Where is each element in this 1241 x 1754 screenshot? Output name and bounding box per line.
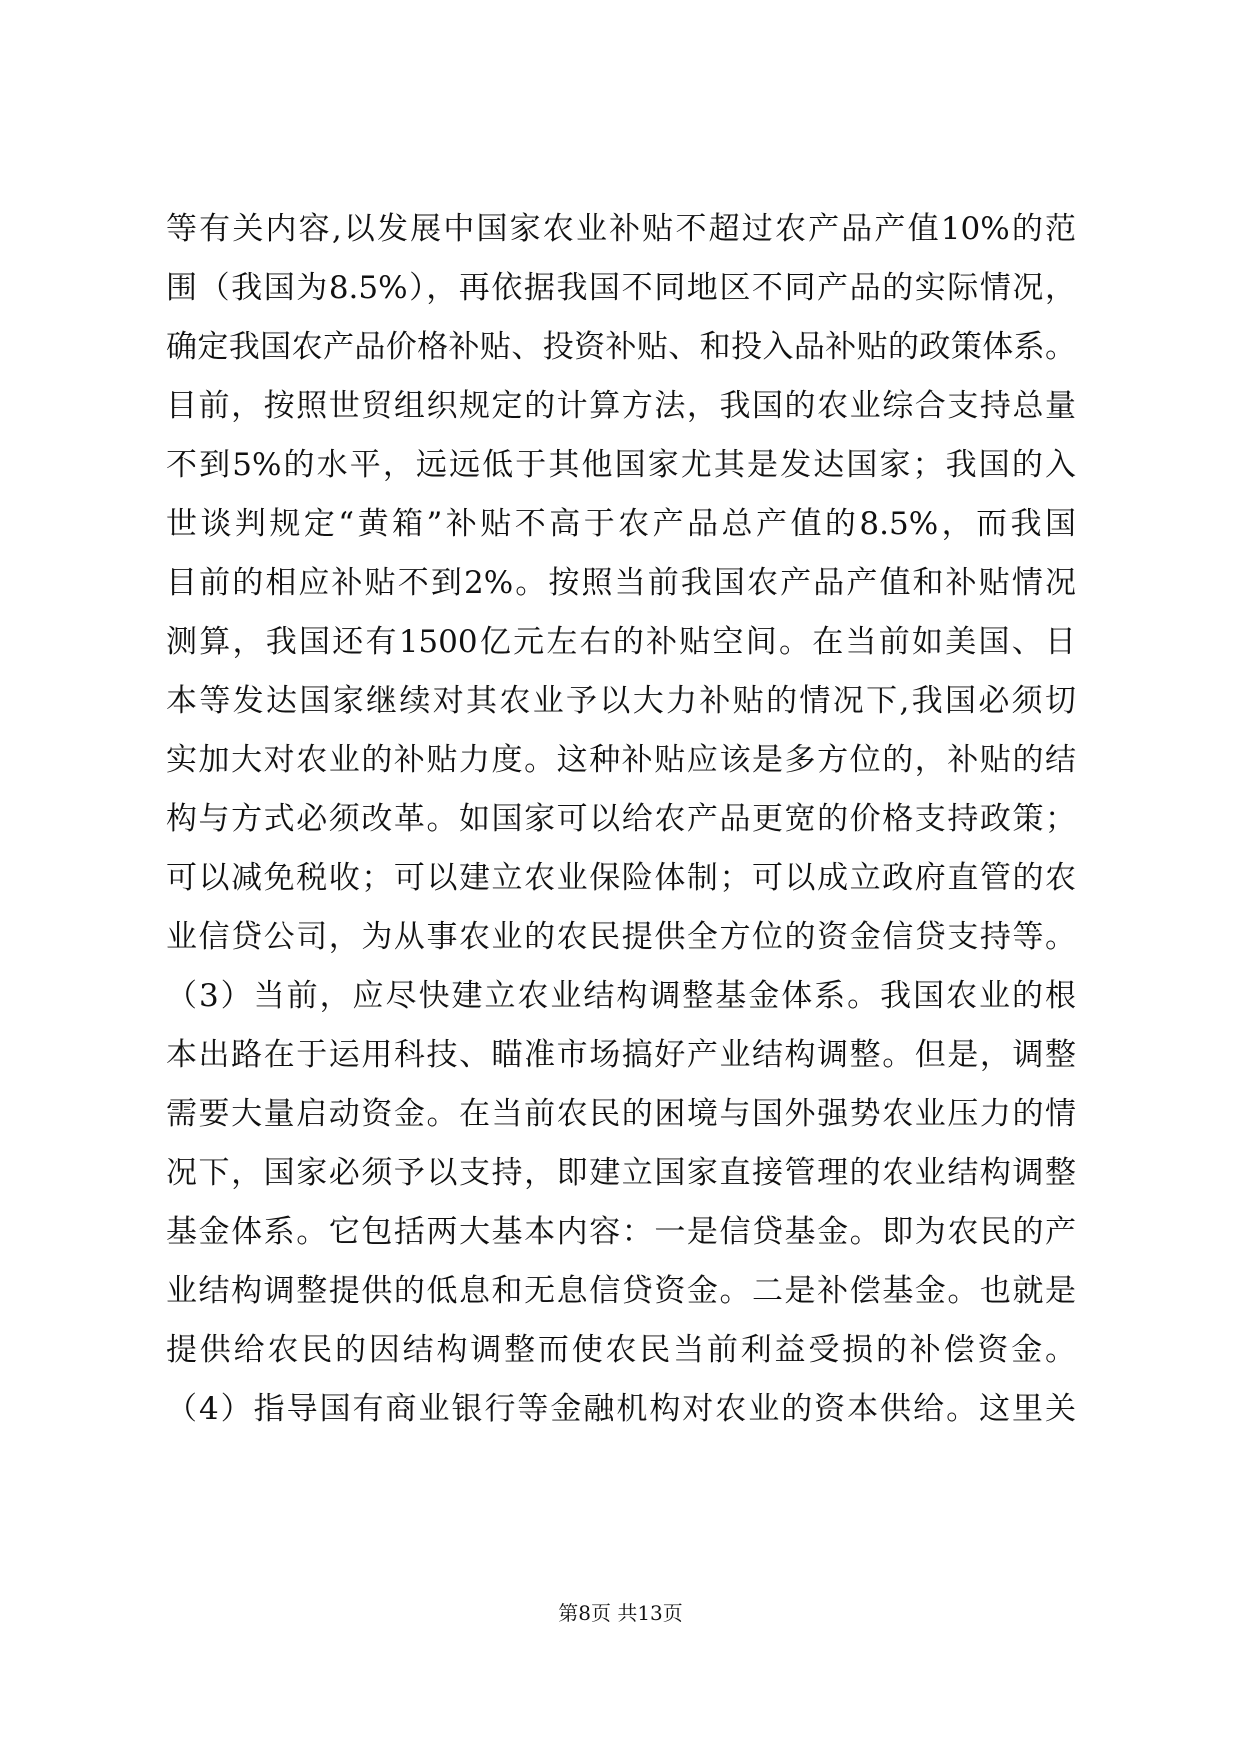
text-line: 世谈判规定“黄箱”补贴不高于农产品总产值的8.5%，而我国 bbox=[166, 506, 1076, 542]
text-line: 本出路在于运用科技、瞄准市场搞好产业结构调整。但是，调整 bbox=[166, 1037, 1076, 1073]
text-line: （4）指导国有商业银行等金融机构对农业的资本供给。这里关 bbox=[166, 1391, 1076, 1427]
text-line: 本等发达国家继续对其农业予以大力补贴的情况下,我国必须切 bbox=[166, 683, 1076, 719]
text-line: 提供给农民的因结构调整而使农民当前利益受损的补偿资金。 bbox=[166, 1332, 1076, 1368]
text-line: 基金体系。它包括两大基本内容：一是信贷基金。即为农民的产 bbox=[166, 1214, 1076, 1250]
text-line: 需要大量启动资金。在当前农民的困境与国外强势农业压力的情 bbox=[166, 1096, 1076, 1132]
text-line: 况下，国家必须予以支持，即建立国家直接管理的农业结构调整 bbox=[166, 1155, 1076, 1191]
page-number-footer: 第8页 共13页 bbox=[558, 1601, 683, 1625]
text-line: 实加大对农业的补贴力度。这种补贴应该是多方位的，补贴的结 bbox=[166, 742, 1076, 778]
text-line: （3）当前，应尽快建立农业结构调整基金体系。我国农业的根 bbox=[166, 978, 1076, 1014]
text-line: 业结构调整提供的低息和无息信贷资金。二是补偿基金。也就是 bbox=[166, 1273, 1076, 1309]
text-line: 不到5%的水平，远远低于其他国家尤其是发达国家；我国的入 bbox=[166, 447, 1076, 483]
text-line: 目前，按照世贸组织规定的计算方法，我国的农业综合支持总量 bbox=[166, 388, 1076, 424]
text-line: 等有关内容,以发展中国家农业补贴不超过农产品产值10%的范 bbox=[166, 211, 1076, 247]
text-line: 构与方式必须改革。如国家可以给农产品更宽的价格支持政策； bbox=[166, 801, 1076, 837]
text-line: 目前的相应补贴不到2%。按照当前我国农产品产值和补贴情况 bbox=[166, 565, 1076, 601]
text-line: 业信贷公司，为从事农业的农民提供全方位的资金信贷支持等。 bbox=[166, 919, 1076, 955]
text-line: 可以减免税收；可以建立农业保险体制；可以成立政府直管的农 bbox=[166, 860, 1076, 896]
text-line: 围（我国为8.5%），再依据我国不同地区不同产品的实际情况， bbox=[166, 270, 1076, 306]
body-text bbox=[166, 200, 1076, 1439]
text-line: 确定我国农产品价格补贴、投资补贴、和投入品补贴的政策体系。 bbox=[166, 329, 1076, 365]
text-line: 测算，我国还有1500亿元左右的补贴空间。在当前如美国、日 bbox=[166, 624, 1076, 660]
